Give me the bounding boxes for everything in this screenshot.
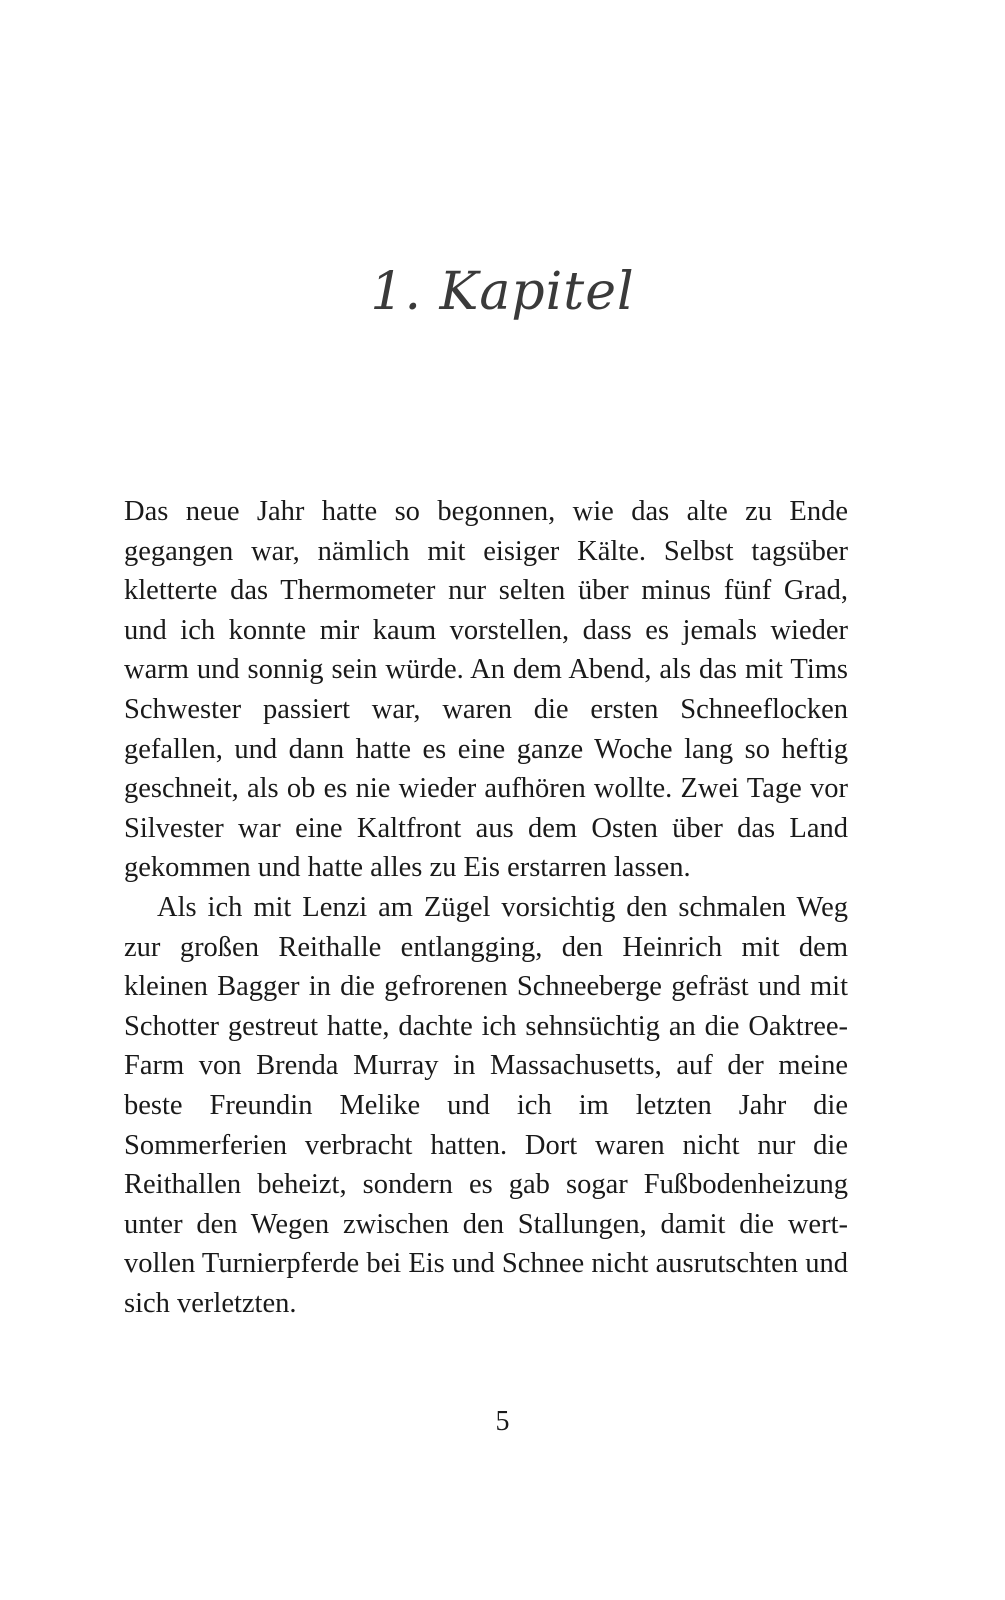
- chapter-body: [124, 492, 848, 1323]
- page-number: 5: [495, 1406, 510, 1437]
- paragraph-2: Als ich mit Lenzi am Zügel vorsichtig den schmalen Weg zur großen Reithalle entlangging, den Heinrich mit dem kleinen Bagger in die gefrorenen Schneeberge gefräst und mit Schotter gestreut hatte, dachte ich sehnsüchtig an die Oaktree-Farm von Brenda Murray in Massachusetts, auf der meine beste Freundin Melike und ich im letzten Jahr die Sommerferien verbracht hatten. Dort waren nicht nur die Reithallen beheizt, sondern es gab sogar Fußbodenheizung unter den Wegen zwischen den Stallungen, damit die wertvollen Turnierpferde bei Eis und Schnee nicht ausrutschten und sich verletzten.: [124, 891, 848, 1319]
- chapter-title: 1. Kapitel: [370, 262, 635, 322]
- paragraph-1: Das neue Jahr hatte so begonnen, wie das alte zu Ende gegangen war, nämlich mit eisiger Kälte. Selbst tagsüber kletterte das Thermometer nur selten über minus fünf Grad, und ich konnte mir kaum vorstellen, dass es jemals wieder warm und sonnig sein würde. An dem Abend, als das mit Tims Schwester passiert war, waren die ersten Schneeflocken gefallen, und dann hatte es eine ganze Woche lang so heftig geschneit, als ob es nie wieder aufhören wollte. Zwei Tage vor Silvester war eine Kaltfront aus dem Osten über das Land gekommen und hatte alles zu Eis erstarren lassen.: [124, 496, 848, 884]
